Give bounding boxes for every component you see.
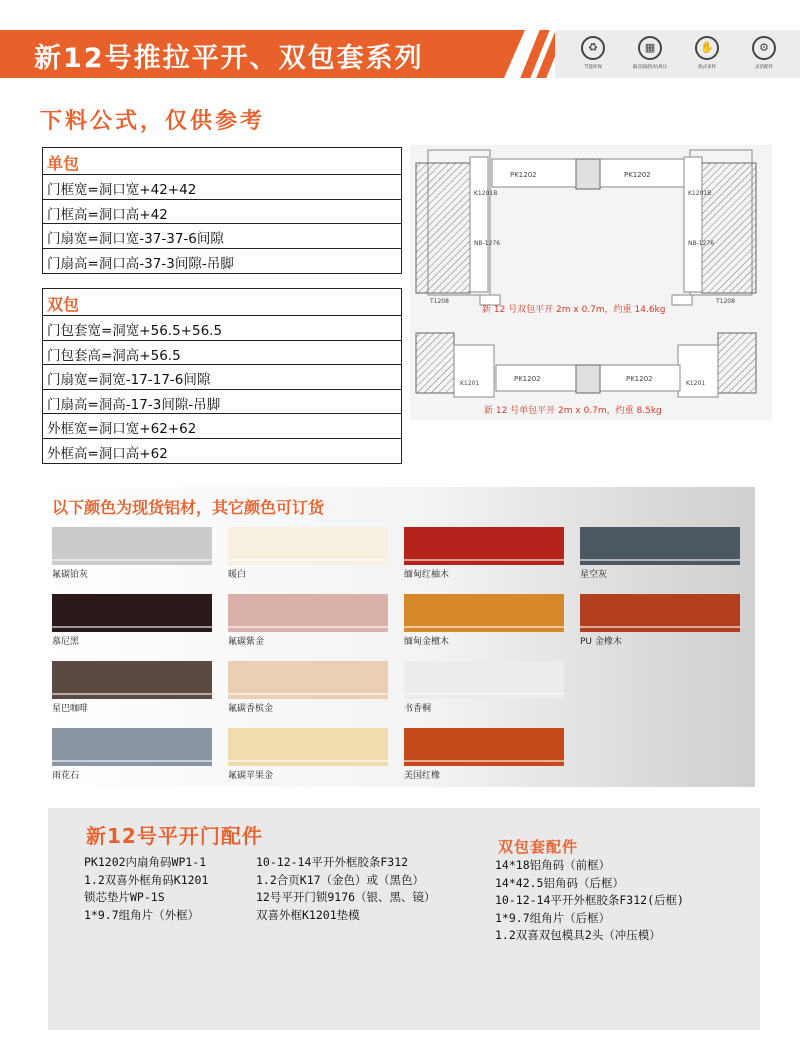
table-row: 门扇高=洞口高-37-3间隙-吊脚	[47, 255, 234, 272]
swatch-name: 氟碳紫金	[228, 637, 265, 647]
swatch	[404, 661, 564, 714]
feature-fittings: ⚙ 灵活配件	[739, 36, 789, 70]
list-item: 双喜外框K1201垫模	[256, 907, 360, 922]
swatch-name: 缅甸红柚木	[404, 570, 450, 580]
profile-label: T1208	[430, 298, 449, 305]
double-formula-table	[42, 288, 402, 464]
table-heading: 双包	[43, 289, 401, 316]
list-item: 1.2双喜双包模具2头（冲压模）	[495, 928, 661, 942]
list-item: 1*9.7组角片（后框）	[495, 910, 611, 925]
window-icon: ▦	[638, 36, 662, 60]
page-title: 新12号推拉平开、双包套系列	[34, 43, 424, 74]
table-row: 外框高=洞口高+62	[47, 445, 168, 462]
swatch	[52, 594, 212, 647]
swatch-name: 暖白	[228, 570, 247, 580]
table-row: 门框高=洞口高+42	[43, 200, 401, 225]
list-item: 1*9.7组角片（外框）	[84, 907, 200, 922]
swatch-chip	[404, 661, 564, 699]
colors-title: 以下颜色为现货铝材，其它颜色可订货	[52, 498, 325, 517]
swatch-name: 星巴咖啡	[52, 704, 89, 714]
profile-label: PK1202	[626, 375, 653, 383]
table-row: 门扇宽=洞宽-17-17-6间隙	[43, 365, 401, 390]
profile-cross-section	[410, 145, 772, 420]
table-row: 外框宽=洞口宽+62+62	[43, 414, 401, 439]
swatch-name: 书香桐	[404, 704, 432, 714]
swatch	[52, 728, 212, 781]
table-row: 门包套高=洞高+56.5	[43, 341, 401, 366]
feature-eco: ♻ 节能环保	[568, 36, 618, 70]
swatch	[228, 661, 388, 714]
profile-label: PK1202	[510, 171, 537, 179]
header	[0, 0, 800, 88]
recycle-icon: ♻	[581, 36, 605, 60]
swatch-chip	[404, 527, 564, 565]
swatch-name: 美国红橡	[404, 771, 441, 781]
table-row: 门包套宽=洞宽+56.5+56.5	[43, 316, 401, 341]
double-pack-accessories-title: 双包套配件	[498, 838, 579, 856]
profile-label: K1201B	[474, 190, 498, 197]
swatch-name: PU 金橡木	[580, 637, 622, 647]
profile-label: NB-1276	[688, 240, 715, 247]
swatch	[404, 594, 564, 647]
list-item: 10-12-14平开外框胶条F312(后框)	[495, 893, 684, 907]
gear-icon: ⚙	[752, 36, 776, 60]
profile-label: T1208	[716, 298, 735, 305]
list-item: 10-12-14平开外框胶条F312	[256, 855, 409, 869]
feature-insulation: ▦ 隔音/隔热/抗风压	[625, 36, 675, 70]
hand-icon: ✋	[695, 36, 719, 60]
swatch-chip	[404, 728, 564, 766]
swatch	[580, 527, 740, 580]
profile-diagram	[410, 145, 772, 420]
swatch-chip	[404, 594, 564, 632]
swatch	[228, 594, 388, 647]
swatch-name: 氟碳苹果金	[228, 771, 274, 781]
swatch-name: 氟碳铂灰	[52, 570, 89, 580]
accessory-list	[256, 854, 436, 924]
swatch	[228, 527, 388, 580]
profile-label: PK1202	[514, 375, 541, 383]
swatch-chip	[228, 527, 388, 565]
accessory-list	[84, 854, 208, 924]
profile-label: PK1202	[624, 171, 651, 179]
swatch	[52, 661, 212, 714]
list-item: 12号平开门锁9176（银、黑、镜）	[256, 890, 436, 904]
swatch	[404, 527, 564, 580]
swatch	[580, 594, 740, 647]
table-row: 门框宽=洞口宽+42+42	[43, 175, 401, 200]
swatch-chip	[228, 661, 388, 699]
swatch-name: 氟碳香槟金	[228, 704, 274, 714]
list-item: 锁芯垫片WP-1S	[84, 890, 165, 904]
swatch-name: 星空灰	[580, 570, 608, 580]
list-item: 14*42.5铝角码（后框）	[495, 875, 624, 890]
color-swatch-section	[40, 487, 755, 787]
swatch-chip	[52, 527, 212, 565]
diagram-caption: 新 12 号单包平开 2m x 0.7m，约重 8.5kg	[484, 406, 662, 416]
table-heading: 单包	[43, 148, 401, 175]
swatch-chip	[52, 728, 212, 766]
list-item: 1.2双喜外框角码K1201	[84, 872, 209, 887]
swatch	[404, 728, 564, 781]
list-item: 14*18铝角码（前框）	[495, 858, 611, 872]
swatch-chip	[228, 728, 388, 766]
swatch	[52, 527, 212, 580]
single-formula-table	[42, 147, 402, 274]
accessories-panel	[48, 808, 760, 1030]
accessory-list	[495, 857, 684, 945]
profile-label: NB-1276	[474, 240, 501, 247]
swatch-name: 雨花石	[52, 771, 80, 781]
profile-label: K1201	[686, 380, 706, 387]
swatch-chip	[52, 594, 212, 632]
table-row: 门扇宽=洞口宽-37-37-6间隙	[43, 224, 401, 249]
swatch-chip	[52, 661, 212, 699]
feature-styles: ✋ 款式多样	[682, 36, 732, 70]
swatch-chip	[580, 527, 740, 565]
swatch-name: 慕尼黑	[52, 637, 80, 647]
profile-label: K1201B	[688, 190, 712, 197]
list-item: 1.2合页K17（金色）或（黑色）	[256, 872, 425, 887]
swatch-name: 缅甸金檀木	[404, 637, 450, 647]
swatch	[228, 728, 388, 781]
profile-label: K1201	[460, 380, 480, 387]
feature-icons-bar	[555, 30, 800, 78]
swatch-chip	[228, 594, 388, 632]
list-item: PK1202内扇角码WP1-1	[84, 855, 207, 869]
diagram-caption: 新 12 号双包平开 2m x 0.7m，约重 14.6kg	[482, 305, 666, 315]
swatch-chip	[580, 594, 740, 632]
section-subtitle: 下料公式，仅供参考	[40, 109, 266, 134]
accessories-title: 新12号平开门配件	[86, 824, 263, 848]
table-row: 门扇高=洞高-17-3间隙-吊脚	[43, 390, 401, 415]
